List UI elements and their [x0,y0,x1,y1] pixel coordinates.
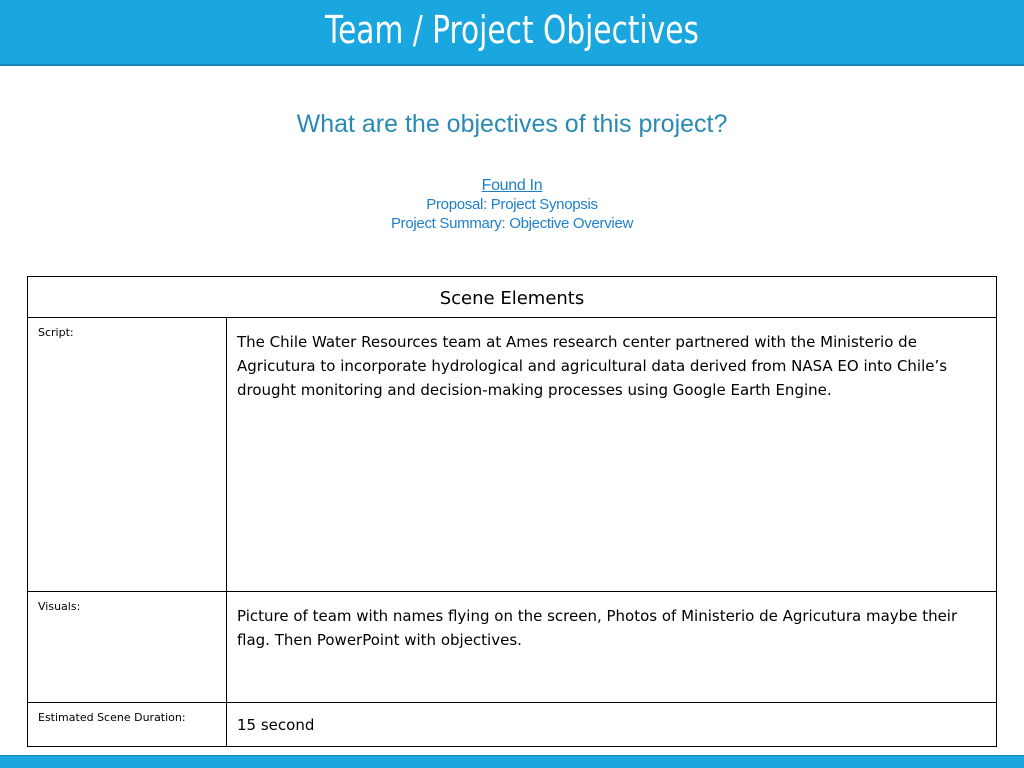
scene-elements-header: Scene Elements [28,277,996,318]
table-row-visuals [28,591,996,702]
visuals-text: Picture of team with names flying on the screen, Photos of Ministerio de Agricutura maybe their flag. Then PowerPoint with objectives. [237,607,958,649]
duration-value: 15 second [237,716,315,734]
found-in-line-proposal: Proposal: Project Synopsis [426,196,598,213]
found-in-line-summary: Project Summary: Objective Overview [390,215,634,232]
footer-bar [0,755,1024,768]
script-text: The Chile Water Resources team at Ames research center partnered with the Ministerio de Agricutura to incorporate hydrological and agricultural data derived from NASA EO into Chile’s drought monitoring and decision-making processes using Google Earth Engine. [237,333,948,399]
title-banner [0,0,1024,66]
table-row-script [28,318,996,591]
page-title: Team / Project Objectives [324,8,699,52]
table-row-duration [28,702,996,746]
scene-elements-table [27,276,997,747]
script-label: Script: [28,318,227,591]
objectives-question: What are the objectives of this project? [296,110,728,138]
duration-label: Estimated Scene Duration: [28,703,227,746]
found-in-heading: Found In [481,177,543,194]
found-in-block [0,176,1024,233]
visuals-label: Visuals: [28,592,227,702]
